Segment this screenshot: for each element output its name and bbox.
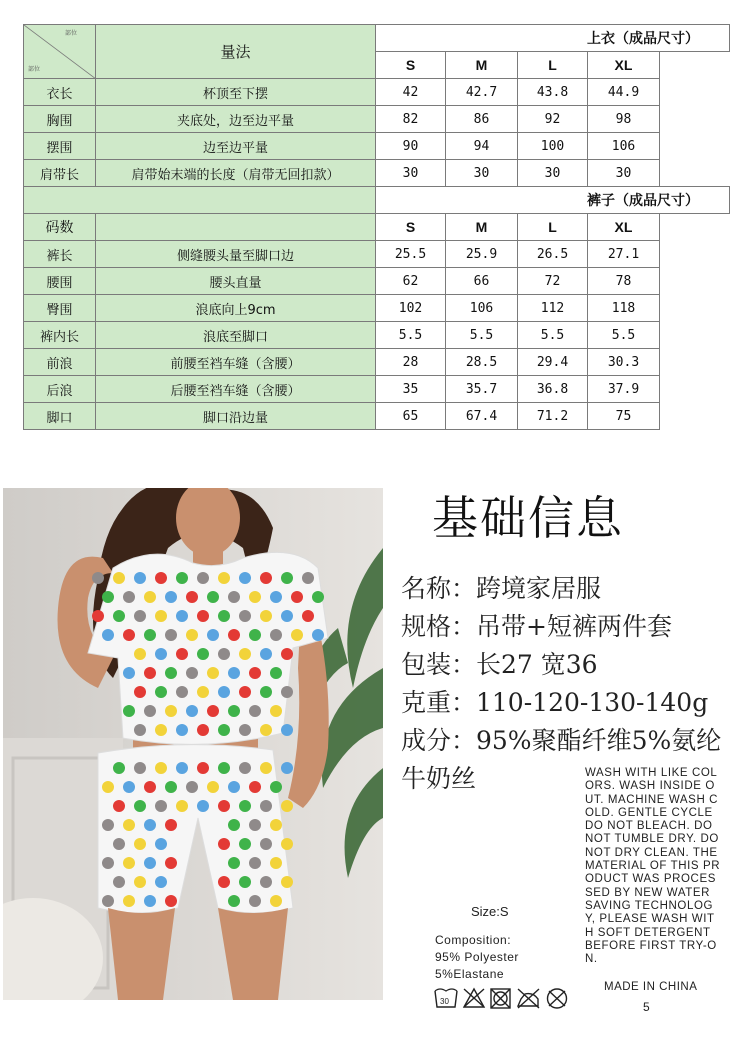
corner-label-bottom: 部位 bbox=[28, 66, 41, 73]
polka-dot bbox=[207, 591, 219, 603]
polka-dot bbox=[270, 629, 282, 641]
polka-dot bbox=[102, 591, 114, 603]
polka-dot bbox=[176, 610, 188, 622]
care-line: BEFORE FIRST TRY-O bbox=[585, 939, 717, 952]
table-row bbox=[24, 268, 730, 295]
polka-dot bbox=[186, 667, 198, 679]
table-row bbox=[24, 349, 730, 376]
empty-cell bbox=[660, 268, 730, 295]
size-value: 30 bbox=[588, 160, 660, 187]
polka-dot bbox=[165, 895, 177, 907]
measure-method: 边至边平量 bbox=[96, 133, 376, 160]
measure-method: 后腰至裆车缝（含腰） bbox=[96, 376, 376, 403]
size-value: 65 bbox=[376, 403, 446, 430]
care-line: SAVING TECHNOLOG bbox=[585, 899, 714, 912]
info-name: 名称：跨境家居服 bbox=[401, 574, 602, 603]
polka-dot bbox=[239, 610, 251, 622]
measure-method: 脚口沿边量 bbox=[96, 403, 376, 430]
polka-dot bbox=[270, 819, 282, 831]
size-value: 82 bbox=[376, 106, 446, 133]
size-value: 86 bbox=[446, 106, 518, 133]
polka-dot bbox=[165, 781, 177, 793]
polka-dot bbox=[144, 857, 156, 869]
polka-dot bbox=[218, 762, 230, 774]
size-value: 78 bbox=[588, 268, 660, 295]
size-value: 94 bbox=[446, 133, 518, 160]
table-row bbox=[24, 106, 730, 133]
polka-dot bbox=[134, 838, 146, 850]
info-composition: 成分：95%聚酯纤维5%氨纶 bbox=[401, 726, 722, 755]
polka-dot bbox=[302, 572, 314, 584]
polka-dot bbox=[155, 686, 167, 698]
polka-dot bbox=[270, 705, 282, 717]
size-value: 35.7 bbox=[446, 376, 518, 403]
polka-dot bbox=[155, 876, 167, 888]
size-header-s: S bbox=[376, 214, 446, 241]
polka-dot bbox=[186, 705, 198, 717]
polka-dot bbox=[123, 819, 135, 831]
polka-dot bbox=[207, 629, 219, 641]
polka-dot bbox=[165, 705, 177, 717]
polka-dot bbox=[134, 686, 146, 698]
polka-dot bbox=[102, 819, 114, 831]
part-name: 臀围 bbox=[24, 295, 96, 322]
size-value: 30 bbox=[446, 160, 518, 187]
polka-dot bbox=[281, 724, 293, 736]
info-spec: 规格：吊带+短裤两件套 bbox=[401, 612, 672, 641]
polka-dot bbox=[270, 591, 282, 603]
care-composition bbox=[435, 932, 519, 983]
polka-dot bbox=[134, 648, 146, 660]
polka-dot bbox=[281, 838, 293, 850]
code-label: 码数 bbox=[24, 214, 96, 241]
part-name: 胸围 bbox=[24, 106, 96, 133]
polka-dot bbox=[102, 857, 114, 869]
part-name: 腰围 bbox=[24, 268, 96, 295]
polka-dot bbox=[228, 629, 240, 641]
polka-dot bbox=[218, 876, 230, 888]
polka-dot bbox=[218, 572, 230, 584]
care-line: Y, PLEASE WASH WIT bbox=[585, 913, 715, 926]
basic-info-title: 基础信息 bbox=[432, 491, 624, 545]
bottom-group-header: 裤子（成品尺寸） bbox=[376, 187, 730, 214]
polka-dot bbox=[134, 724, 146, 736]
polka-dot bbox=[102, 895, 114, 907]
polka-dot bbox=[291, 591, 303, 603]
polka-dot bbox=[239, 876, 251, 888]
polka-dot bbox=[155, 800, 167, 812]
polka-dot bbox=[228, 781, 240, 793]
polka-dot bbox=[176, 800, 188, 812]
part-name: 后浪 bbox=[24, 376, 96, 403]
empty-cell bbox=[660, 106, 730, 133]
size-value: 42 bbox=[376, 79, 446, 106]
measure-method: 杯顶至下摆 bbox=[96, 79, 376, 106]
size-value: 106 bbox=[446, 295, 518, 322]
measure-method: 腰头直量 bbox=[96, 268, 376, 295]
polka-dot bbox=[165, 629, 177, 641]
size-value: 42.7 bbox=[446, 79, 518, 106]
polka-dot bbox=[239, 800, 251, 812]
label-number: 5 bbox=[643, 1000, 650, 1014]
size-value: 102 bbox=[376, 295, 446, 322]
polka-dot bbox=[113, 610, 125, 622]
polka-dot bbox=[123, 629, 135, 641]
section-spacer bbox=[24, 187, 376, 214]
part-name: 前浪 bbox=[24, 349, 96, 376]
part-name: 衣长 bbox=[24, 79, 96, 106]
polka-dot bbox=[218, 686, 230, 698]
polka-dot bbox=[113, 800, 125, 812]
polka-dot bbox=[155, 610, 167, 622]
polka-dot bbox=[302, 610, 314, 622]
size-value: 28 bbox=[376, 349, 446, 376]
care-icons bbox=[433, 985, 573, 1011]
no-tumble-dry-icon bbox=[491, 989, 510, 1008]
polka-dot bbox=[197, 648, 209, 660]
polka-dot bbox=[239, 648, 251, 660]
polka-dot bbox=[123, 781, 135, 793]
size-value: 66 bbox=[446, 268, 518, 295]
care-instructions bbox=[585, 767, 735, 966]
size-value: 100 bbox=[518, 133, 588, 160]
care-line: N. bbox=[585, 953, 598, 966]
svg-text:30: 30 bbox=[440, 997, 449, 1006]
polka-dot bbox=[249, 591, 261, 603]
polka-dot bbox=[228, 705, 240, 717]
polka-dot bbox=[197, 762, 209, 774]
polka-dot bbox=[218, 800, 230, 812]
product-photo bbox=[3, 488, 383, 1000]
size-chart-table bbox=[23, 24, 730, 430]
polka-dot bbox=[239, 762, 251, 774]
care-line: NOT DRY CLEAN. THE bbox=[585, 846, 718, 859]
size-value: 98 bbox=[588, 106, 660, 133]
polka-dot bbox=[249, 895, 261, 907]
polka-dot bbox=[228, 819, 240, 831]
polka-dot bbox=[312, 591, 324, 603]
empty-cell bbox=[660, 160, 730, 187]
polka-dot bbox=[281, 610, 293, 622]
polka-dot bbox=[144, 819, 156, 831]
polka-dot bbox=[123, 667, 135, 679]
polka-dot bbox=[260, 800, 272, 812]
wash-30-icon bbox=[435, 989, 457, 1007]
part-name: 脚口 bbox=[24, 403, 96, 430]
polka-dot bbox=[249, 629, 261, 641]
empty-cell bbox=[660, 214, 730, 241]
polka-dot bbox=[312, 629, 324, 641]
polka-dot bbox=[291, 629, 303, 641]
no-iron-icon bbox=[518, 989, 539, 1008]
size-value: 5.5 bbox=[376, 322, 446, 349]
code-method-empty bbox=[96, 214, 376, 241]
polka-dot bbox=[260, 838, 272, 850]
care-line: NOT TUMBLE DRY. DO bbox=[585, 833, 719, 846]
polka-dot bbox=[123, 857, 135, 869]
no-bleach-icon bbox=[464, 989, 484, 1007]
polka-dot bbox=[270, 895, 282, 907]
polka-dot bbox=[239, 838, 251, 850]
polka-dot bbox=[123, 705, 135, 717]
composition-polyester: 95% Polyester bbox=[435, 950, 519, 964]
size-value: 5.5 bbox=[588, 322, 660, 349]
polka-dot bbox=[113, 876, 125, 888]
polka-dot bbox=[207, 781, 219, 793]
polka-dot bbox=[144, 629, 156, 641]
polka-dot bbox=[165, 591, 177, 603]
care-line: H SOFT DETERGENT bbox=[585, 926, 711, 939]
care-line: MATERIAL OF THIS PR bbox=[585, 860, 721, 873]
polka-dot bbox=[176, 572, 188, 584]
polka-dot bbox=[239, 572, 251, 584]
polka-dot bbox=[197, 800, 209, 812]
corner-label-top: 部位 bbox=[64, 30, 77, 37]
size-value: 112 bbox=[518, 295, 588, 322]
measure-method: 侧缝腰头量至脚口边 bbox=[96, 241, 376, 268]
polka-dot bbox=[260, 610, 272, 622]
size-value: 71.2 bbox=[518, 403, 588, 430]
polka-dot bbox=[197, 610, 209, 622]
polka-dot bbox=[186, 591, 198, 603]
polka-dot bbox=[165, 857, 177, 869]
polka-dot bbox=[113, 838, 125, 850]
polka-dot bbox=[155, 724, 167, 736]
polka-dot bbox=[197, 686, 209, 698]
polka-dot bbox=[102, 629, 114, 641]
size-header-m: M bbox=[446, 214, 518, 241]
polka-dot bbox=[260, 572, 272, 584]
table-corner-cell bbox=[24, 25, 96, 79]
size-value: 62 bbox=[376, 268, 446, 295]
polka-dot bbox=[270, 857, 282, 869]
method-header: 量法 bbox=[96, 25, 376, 79]
size-value: 44.9 bbox=[588, 79, 660, 106]
size-header-s: S bbox=[376, 52, 446, 79]
part-name: 裤长 bbox=[24, 241, 96, 268]
info-weight: 克重：110-120-130-140g bbox=[401, 688, 709, 717]
polka-dot bbox=[186, 629, 198, 641]
part-name: 摆围 bbox=[24, 133, 96, 160]
polka-dot bbox=[218, 648, 230, 660]
size-header-xl: XL bbox=[588, 214, 660, 241]
size-value: 25.9 bbox=[446, 241, 518, 268]
polka-dot bbox=[155, 572, 167, 584]
info-fabric: 牛奶丝 bbox=[401, 764, 477, 793]
size-value: 43.8 bbox=[518, 79, 588, 106]
polka-dot bbox=[281, 572, 293, 584]
care-line: SED BY NEW WATER bbox=[585, 886, 711, 899]
polka-dot bbox=[113, 572, 125, 584]
polka-dot bbox=[218, 610, 230, 622]
size-value: 106 bbox=[588, 133, 660, 160]
size-value: 5.5 bbox=[446, 322, 518, 349]
size-value: 90 bbox=[376, 133, 446, 160]
size-value: 37.9 bbox=[588, 376, 660, 403]
table-row bbox=[24, 403, 730, 430]
composition-heading: Composition: bbox=[435, 933, 512, 947]
polka-dot bbox=[155, 762, 167, 774]
polka-dot bbox=[281, 762, 293, 774]
polka-dot bbox=[197, 572, 209, 584]
polka-dot bbox=[249, 819, 261, 831]
polka-dot bbox=[134, 572, 146, 584]
care-size: Size:S bbox=[471, 904, 509, 919]
part-name: 肩带长 bbox=[24, 160, 96, 187]
polka-dot bbox=[239, 686, 251, 698]
size-value: 36.8 bbox=[518, 376, 588, 403]
polka-dot bbox=[260, 724, 272, 736]
size-value: 30.3 bbox=[588, 349, 660, 376]
polka-dot bbox=[260, 648, 272, 660]
measure-method: 浪底至脚口 bbox=[96, 322, 376, 349]
size-header-m: M bbox=[446, 52, 518, 79]
care-line: ODUCT WAS PROCES bbox=[585, 873, 717, 886]
polka-dot bbox=[144, 667, 156, 679]
polka-dot bbox=[197, 724, 209, 736]
table-row bbox=[24, 160, 730, 187]
empty-cell bbox=[660, 349, 730, 376]
polka-dot bbox=[281, 686, 293, 698]
polka-dot bbox=[249, 857, 261, 869]
size-value: 29.4 bbox=[518, 349, 588, 376]
polka-dot bbox=[176, 648, 188, 660]
size-value: 30 bbox=[376, 160, 446, 187]
measure-method: 肩带始末端的长度（肩带无回扣款） bbox=[96, 160, 376, 187]
empty-cell bbox=[660, 52, 730, 79]
care-line: DO NOT BLEACH. DO bbox=[585, 820, 713, 833]
measure-method: 浪底向上9cm bbox=[96, 295, 376, 322]
care-line: UT. MACHINE WASH C bbox=[585, 793, 719, 806]
size-value: 30 bbox=[518, 160, 588, 187]
empty-cell bbox=[660, 376, 730, 403]
measure-method: 前腰至裆车缝（含腰） bbox=[96, 349, 376, 376]
composition-elastane: 5%Elastane bbox=[435, 967, 505, 981]
polka-dot bbox=[228, 895, 240, 907]
care-line: ORS. WASH INSIDE O bbox=[585, 780, 715, 793]
polka-dot bbox=[207, 667, 219, 679]
polka-dot bbox=[228, 591, 240, 603]
table-row bbox=[24, 133, 730, 160]
table-row bbox=[24, 79, 730, 106]
info-packaging: 包装：长27 宽36 bbox=[401, 650, 598, 679]
table-row bbox=[24, 295, 730, 322]
polka-dot bbox=[228, 857, 240, 869]
size-value: 72 bbox=[518, 268, 588, 295]
empty-cell bbox=[660, 403, 730, 430]
polka-dot bbox=[228, 667, 240, 679]
polka-dot bbox=[155, 838, 167, 850]
size-value: 92 bbox=[518, 106, 588, 133]
polka-dot bbox=[134, 800, 146, 812]
size-value: 67.4 bbox=[446, 403, 518, 430]
made-in-label: MADE IN CHINA bbox=[604, 981, 698, 993]
polka-dot bbox=[123, 895, 135, 907]
size-value: 27.1 bbox=[588, 241, 660, 268]
size-header-l: L bbox=[518, 52, 588, 79]
no-dry-clean-icon bbox=[548, 989, 567, 1008]
size-header-l: L bbox=[518, 214, 588, 241]
size-value: 28.5 bbox=[446, 349, 518, 376]
empty-cell bbox=[660, 322, 730, 349]
empty-cell bbox=[660, 79, 730, 106]
size-value: 35 bbox=[376, 376, 446, 403]
polka-dot bbox=[134, 876, 146, 888]
top-group-header: 上衣（成品尺寸） bbox=[376, 25, 730, 52]
care-line: WASH WITH LIKE COL bbox=[585, 767, 718, 779]
polka-dot bbox=[176, 762, 188, 774]
size-value: 118 bbox=[588, 295, 660, 322]
polka-dot bbox=[186, 781, 198, 793]
polka-dot bbox=[144, 781, 156, 793]
polka-dot bbox=[123, 591, 135, 603]
polka-dot bbox=[249, 667, 261, 679]
polka-dot bbox=[144, 705, 156, 717]
polka-dot bbox=[249, 705, 261, 717]
empty-cell bbox=[660, 133, 730, 160]
polka-dot bbox=[207, 705, 219, 717]
polka-dot bbox=[92, 572, 104, 584]
polka-dot bbox=[260, 686, 272, 698]
polka-dot bbox=[218, 838, 230, 850]
polka-dot bbox=[270, 667, 282, 679]
part-name: 裤内长 bbox=[24, 322, 96, 349]
polka-dot bbox=[281, 876, 293, 888]
table-row bbox=[24, 376, 730, 403]
size-value: 26.5 bbox=[518, 241, 588, 268]
empty-cell bbox=[660, 241, 730, 268]
polka-dot bbox=[281, 800, 293, 812]
size-value: 25.5 bbox=[376, 241, 446, 268]
size-value: 75 bbox=[588, 403, 660, 430]
table-row bbox=[24, 322, 730, 349]
polka-dot bbox=[113, 762, 125, 774]
polka-dot bbox=[144, 591, 156, 603]
polka-dot bbox=[176, 686, 188, 698]
polka-dot bbox=[144, 895, 156, 907]
polka-dot bbox=[165, 667, 177, 679]
measure-method: 夹底处，边至边平量 bbox=[96, 106, 376, 133]
polka-dot bbox=[239, 724, 251, 736]
polka-dot bbox=[281, 648, 293, 660]
size-value: 5.5 bbox=[518, 322, 588, 349]
polka-dot bbox=[134, 762, 146, 774]
polka-dot bbox=[249, 781, 261, 793]
polka-dot bbox=[260, 762, 272, 774]
polka-dot bbox=[155, 648, 167, 660]
empty-cell bbox=[660, 295, 730, 322]
table-row bbox=[24, 241, 730, 268]
polka-dot bbox=[92, 610, 104, 622]
polka-dot bbox=[218, 724, 230, 736]
polka-dot bbox=[134, 610, 146, 622]
polka-dot bbox=[102, 781, 114, 793]
polka-dot bbox=[270, 781, 282, 793]
polka-dot bbox=[176, 724, 188, 736]
care-line: OLD. GENTLE CYCLE bbox=[585, 806, 713, 819]
polka-dot bbox=[165, 819, 177, 831]
polka-dot bbox=[260, 876, 272, 888]
size-header-xl: XL bbox=[588, 52, 660, 79]
